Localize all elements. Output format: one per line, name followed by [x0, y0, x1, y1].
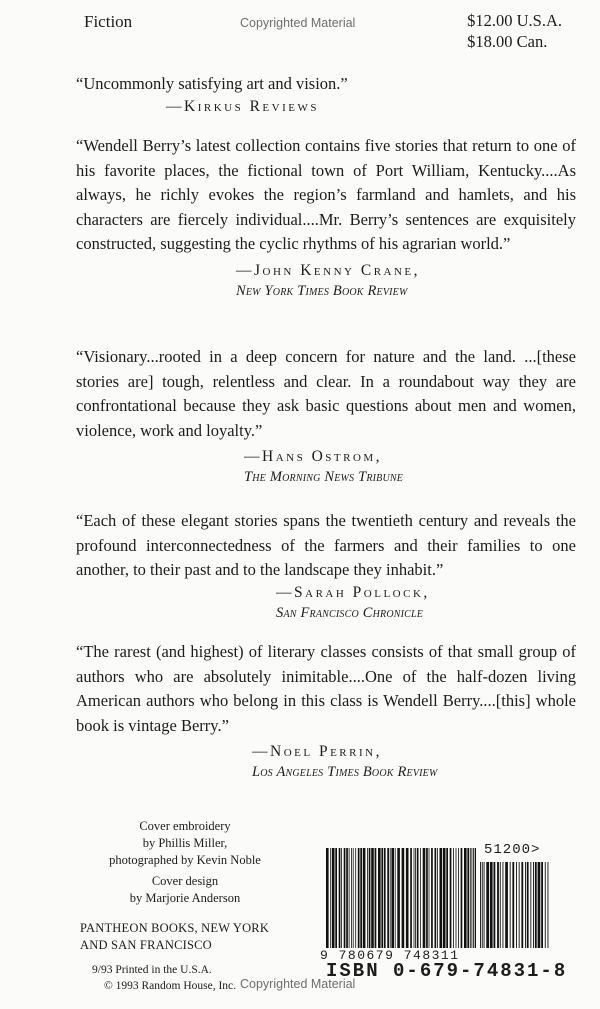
credit-line: Cover design — [151, 874, 219, 888]
quote-text: “Visionary...rooted in a deep concern for nature and the land. ...[these stories are] tough, relentless and clear. In a roundabout way they are confrontational because they ask basic questions about men and women, violence, work and loyalty.” — [76, 347, 576, 440]
quote-source: San Francisco Chronicle — [276, 605, 424, 621]
publisher-line: PANTHEON BOOKS, NEW YORK — [80, 921, 270, 935]
quote-source: The Morning News Tribune — [244, 469, 404, 485]
isbn-number: ISBN 0-679-74831-8 — [326, 960, 568, 982]
quote-author: —Hans Ostrom, — [244, 448, 383, 465]
quote-text: “Uncommonly satisfying art and vision.” — [76, 74, 348, 93]
quote-source: Los Angeles Times Book Review — [252, 764, 438, 780]
price-us: $12.00 U.S.A. — [467, 11, 562, 30]
quote-text: “The rarest (and highest) of literary classes consists of that small group of authors who are absolutely inimitable....One of the half-dozen living American authors who belong in this class is Wendell Berry....[this] whole book is vintage Berry.” — [76, 642, 576, 735]
quote-attribution — [76, 261, 576, 301]
credit-line: by Phillis Miller, — [142, 836, 228, 850]
quote-kirkus — [76, 72, 576, 117]
quote-perrin — [76, 640, 576, 782]
barcode-addon-bars — [480, 862, 550, 948]
credit-line: photographed by Kevin Noble — [109, 853, 261, 867]
barcode — [320, 840, 554, 963]
quote-attribution — [76, 447, 576, 487]
quote-author: —Kirkus Reviews — [166, 97, 319, 115]
quote-attribution — [76, 742, 576, 782]
copyright-line: © 1993 Random House, Inc. — [104, 980, 237, 992]
publisher — [80, 920, 269, 954]
watermark-top: Copyrighted Material — [240, 16, 356, 30]
quote-text: “Wendell Berry’s latest collection contains five stories that return to one of his favorite places, the fictional town of Port William, Kentucky....As always, he richly evokes the region’s farmland and hamlets, and his characters are fiercely individual....Mr. Berry’s sentences are exquisitely constructed, suggesting the cyclic rhythms of his agrarian world.” — [76, 136, 576, 253]
credit-line: by Marjorie Anderson — [129, 891, 241, 905]
quote-attribution — [76, 97, 576, 117]
price-block — [467, 10, 562, 52]
price-can: $18.00 Can. — [467, 32, 548, 51]
quote-pollock — [76, 509, 576, 621]
printed-info: 9/93 Printed in the U.S.A. — [92, 964, 212, 976]
quote-author: —John Kenny Crane, — [236, 261, 421, 279]
barcode-addon-number: 51200> — [484, 842, 541, 858]
quote-text: “Each of these elegant stories spans the twentieth century and reveals the profound interconnectedness of the farmers and their families to one another, to their past and to the landscape they inhabit.” — [76, 511, 576, 579]
publisher-line: AND SAN FRANCISCO — [80, 938, 212, 952]
watermark-bottom: Copyrighted Material — [240, 977, 356, 991]
quote-attribution — [276, 583, 430, 623]
barcode-bars — [326, 848, 476, 948]
quote-source: New York Times Book Review — [236, 282, 408, 299]
cover-credits — [60, 818, 310, 907]
credit-line: Cover embroidery — [139, 819, 231, 833]
quote-author: —Sarah Pollock, — [276, 584, 430, 601]
barcode-ean-number: 9 780679 748311 — [320, 948, 460, 963]
quote-ostrom — [76, 345, 576, 487]
quote-crane — [76, 134, 576, 301]
quote-author: —Noel Perrin, — [252, 743, 382, 760]
genre-label: Fiction — [84, 12, 133, 31]
